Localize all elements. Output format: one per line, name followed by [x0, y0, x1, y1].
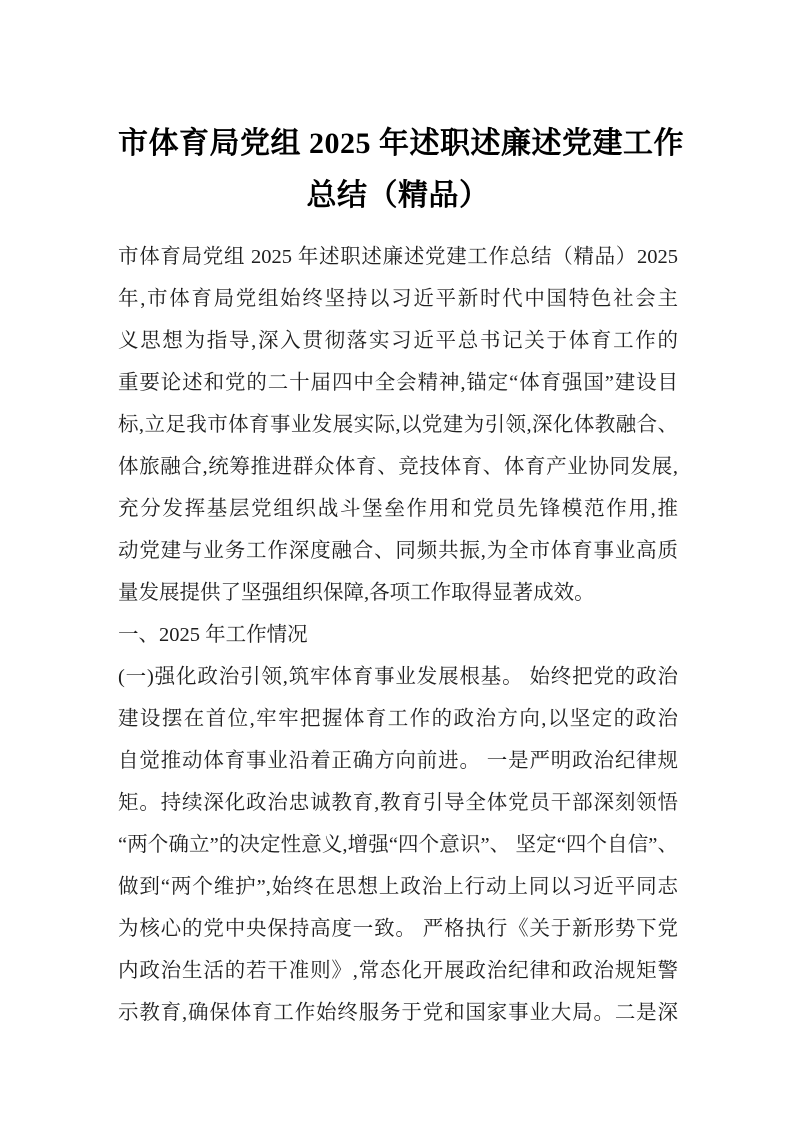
section-heading	[118, 614, 678, 656]
body-paragraph	[118, 656, 678, 1034]
text-line: 市体育局党组 2025 年述职述廉述党建工作总结（精品）2025	[118, 246, 678, 268]
text-line: 充分发挥基层党组织战斗堡垒作用和党员先锋模范作用,推	[118, 498, 678, 520]
text-line: 体旅融合,统筹推进群众体育、竞技体育、体育产业协同发展,	[118, 456, 678, 478]
text-line: (一)强化政治引领,筑牢体育事业发展根基。 始终把党的政治	[118, 666, 678, 688]
text-line: 年,市体育局党组始终坚持以习近平新时代中国特色社会主	[118, 288, 678, 310]
text-line: 建设摆在首位,牢牢把握体育工作的政治方向,以坚定的政治	[118, 708, 678, 730]
text-line: 做到“两个维护”,始终在思想上政治上行动上同以习近平同志	[118, 876, 678, 898]
text-line: 动党建与业务工作深度融合、同频共振,为全市体育事业高质	[118, 540, 678, 562]
text-line: “两个确立”的决定性意义,增强“四个意识”、 坚定“四个自信”、	[118, 834, 678, 856]
title-line: 市体育局党组 2025 年述职述廉述党建工作	[118, 127, 684, 160]
title-line: 总结（精品）	[306, 179, 490, 212]
text-line: 内政治生活的若干准则》,常态化开展政治纪律和政治规矩警	[118, 960, 678, 982]
text-line: 矩。持续深化政治忠诚教育,教育引导全体党员干部深刻领悟	[118, 792, 678, 814]
text-line: 量发展提供了坚强组织保障,各项工作取得显著成效。	[118, 582, 595, 604]
text-line: 示教育,确保体育工作始终服务于党和国家事业大局。二是深	[118, 1002, 678, 1024]
document-title	[118, 118, 684, 222]
document-body	[118, 236, 678, 1034]
text-line: 自觉推动体育事业沿着正确方向前进。 一是严明政治纪律规	[118, 750, 678, 772]
text-line: 一、2025 年工作情况	[118, 624, 308, 646]
text-line: 标,立足我市体育事业发展实际,以党建为引领,深化体教融合、	[118, 414, 678, 436]
text-line: 重要论述和党的二十届四中全会精神,锚定“体育强国”建设目	[118, 372, 678, 394]
text-line: 义思想为指导,深入贯彻落实习近平总书记关于体育工作的	[118, 330, 678, 352]
text-line: 为核心的党中央保持高度一致。 严格执行《关于新形势下党	[118, 918, 678, 940]
body-paragraph	[118, 236, 678, 614]
